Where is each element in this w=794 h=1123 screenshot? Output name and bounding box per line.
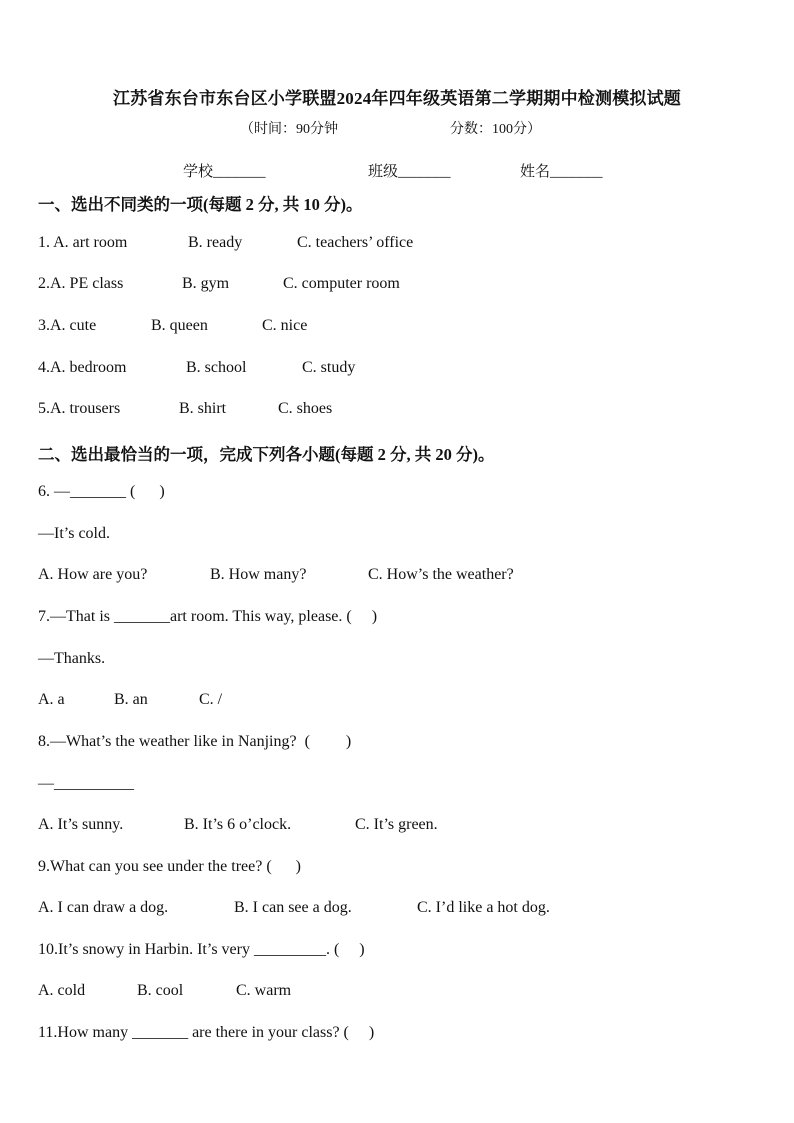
section-2-heading: 二、选出最恰当的一项，完成下列各小题(每题 2 分, 共 20 分)。: [38, 445, 495, 464]
q10-option-c: C. warm: [236, 982, 292, 999]
q6-option-b: B. How many?: [210, 566, 307, 583]
q2-option-b: B. gym: [182, 275, 230, 292]
q4-option-a: 4.A. bedroom: [38, 359, 127, 376]
q3-option-a: 3.A. cute: [38, 317, 97, 334]
q2-option-c: C. computer room: [283, 275, 400, 292]
q1-option-b: B. ready: [188, 234, 243, 251]
q5-option-a: 5.A. trousers: [38, 400, 121, 417]
q5-option-c: C. shoes: [278, 400, 333, 417]
q1-option-a: 1. A. art room: [38, 234, 128, 251]
name-field: 姓名_______: [520, 164, 603, 180]
q7-option-a: A. a: [38, 691, 65, 708]
q6-reply: —It’s cold.: [38, 525, 110, 542]
q7-option-b: B. an: [114, 691, 148, 708]
q4-option-c: C. study: [302, 359, 356, 376]
q8-reply: —__________: [38, 775, 134, 792]
total-score: 分数：100分）: [450, 122, 541, 137]
q9-option-a: A. I can draw a dog.: [38, 899, 169, 916]
q6-option-c: C. How’s the weather?: [368, 566, 514, 583]
q3-option-b: B. queen: [151, 317, 208, 334]
section-1-heading: 一、选出不同类的一项(每题 2 分, 共 10 分)。: [38, 195, 363, 214]
q8-stem: 8.—What’s the weather like in Nanjing? ( ): [38, 733, 352, 750]
q9-option-c: C. I’d like a hot dog.: [417, 899, 550, 916]
q4-option-b: B. school: [186, 359, 247, 376]
q5-option-b: B. shirt: [179, 400, 227, 417]
q11-stem: 11.How many _______ are there in your class? ( ): [38, 1024, 375, 1041]
q1-option-c: C. teachers’ office: [297, 234, 414, 251]
school-field: 学校_______: [183, 164, 266, 180]
q10-option-a: A. cold: [38, 982, 86, 999]
q6-stem: 6. —_______ ( ): [38, 483, 165, 500]
q9-stem: 9.What can you see under the tree? ( ): [38, 858, 301, 875]
q9-option-b: B. I can see a dog.: [234, 899, 352, 916]
q2-option-a: 2.A. PE class: [38, 275, 124, 292]
q10-stem: 10.It’s snowy in Harbin. It’s very _________. ( ): [38, 941, 365, 958]
q8-option-b: B. It’s 6 o’clock.: [184, 816, 292, 833]
class-field: 班级_______: [368, 164, 451, 180]
page-title: 江苏省东台市东台区小学联盟2024年四年级英语第二学期期中检测模拟试题: [113, 89, 681, 108]
q3-option-c: C. nice: [262, 317, 308, 334]
q8-option-c: C. It’s green.: [355, 816, 438, 833]
q8-option-a: A. It’s sunny.: [38, 816, 124, 833]
time-limit: （时间：90分钟: [240, 122, 338, 137]
q7-reply: —Thanks.: [38, 650, 106, 667]
q7-option-c: C. /: [199, 691, 223, 708]
q10-option-b: B. cool: [137, 982, 184, 999]
q6-option-a: A. How are you?: [38, 566, 148, 583]
q7-stem: 7.—That is _______art room. This way, please. ( ): [38, 608, 378, 625]
